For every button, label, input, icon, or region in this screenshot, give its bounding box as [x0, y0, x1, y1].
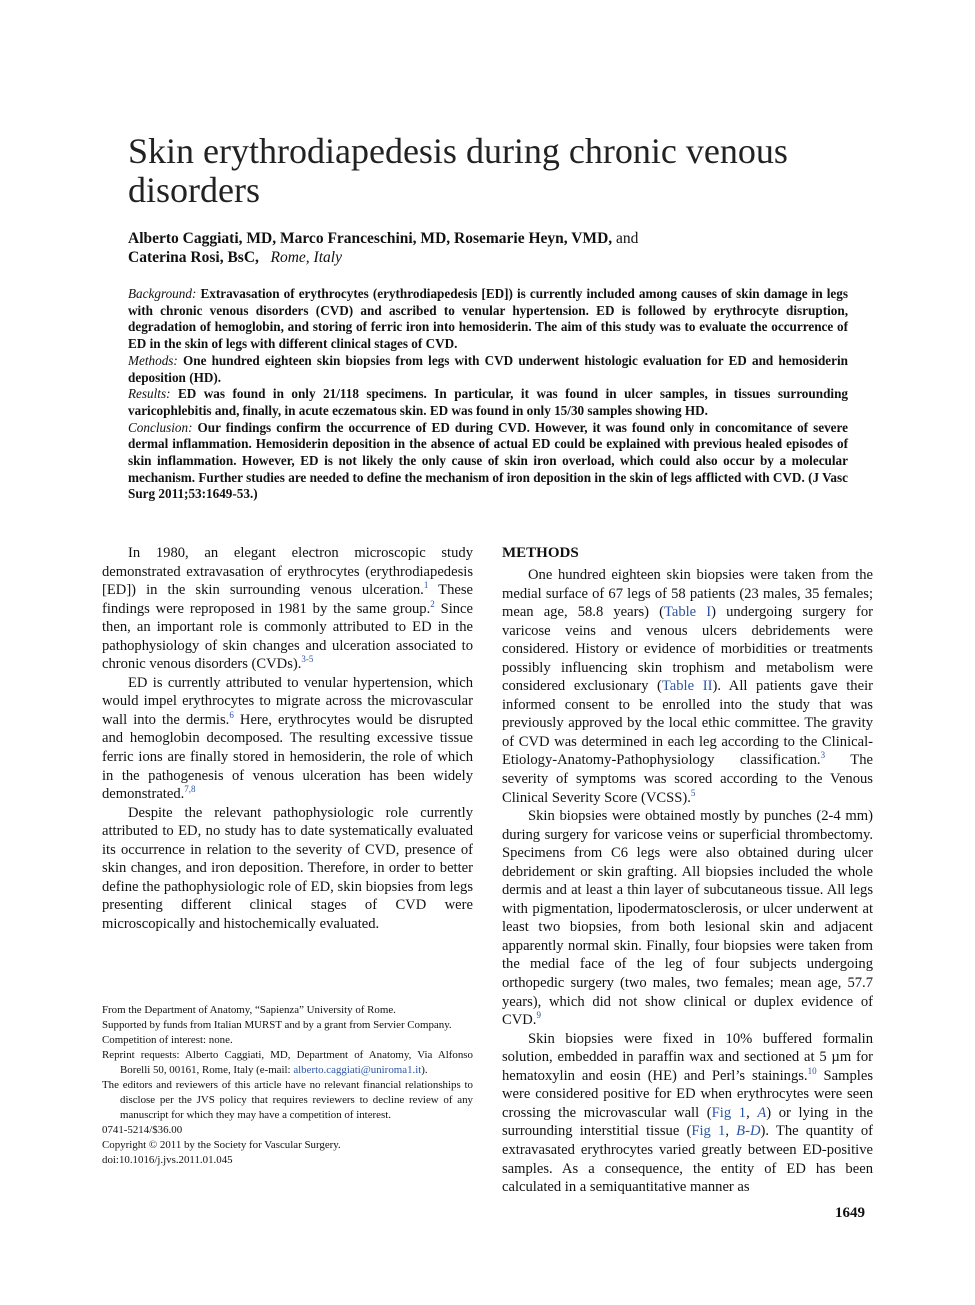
intro-paragraph-2: ED is currently attributed to venular hypertension, which would impel erythrocytes to migrate across the microvascular wall into the dermis.$^6$ Here, erythrocytes would be disrupted and hemoglobin decomposed. The resulting excessive tissue ferric ions are finally stored in hemosiderin, the role of which in the pathogenesis of venous ulceration has been widely demonstrated.$^{7,8}$ [102, 674, 473, 803]
methods-paragraph-3: Skin biopsies were fixed in 10% buffered formalin solution, embedded in paraffin wax and sectioned at 5 µm for hematoxylin and eosin (HE) and Perl’s stainings.$^{10}$ Samples were considered positive for ED when erythrocytes were seen crossing the microvascular wall (Fig 1, A) or lying in the surrounding interstitial tissue (Fig 1, B-D). The quantity of extravasated erythrocytes varied greatly between ED-positive samples. As a consequence, the entity of ED has been calculated in a semiquantitative manner as [502, 1030, 874, 1196]
figure-panel-link[interactable]: A [757, 1104, 767, 1121]
email-link[interactable]: alberto.caggiati@uniroma1.it [293, 1064, 422, 1076]
author-conjunction: and [612, 230, 639, 247]
citation-link[interactable]: 2 [430, 598, 435, 609]
abstract-methods: Methods: One hundred eighteen skin biopsies from legs with CVD underwent histologic evaluation for ED and hemosiderin deposition (HD). [128, 352, 848, 385]
figure-panel-link[interactable]: B-D [736, 1123, 761, 1140]
footnote-copyright: Copyright © 2011 by the Society for Vascular Surgery. [102, 1139, 341, 1151]
citation-link[interactable]: 5 [690, 787, 696, 798]
methods-heading: METHODS [502, 545, 579, 561]
footnote-disclosure: The editors and reviewers of this article have no relevant financial relationships to disclose per the JVS policy that requires reviewers to decline review of any manuscript for which they may have a competition of interest. [102, 1079, 473, 1121]
methods-column [502, 544, 873, 1197]
citation-link[interactable]: 9 [536, 1010, 541, 1021]
table-link[interactable]: Table I [663, 604, 712, 621]
citation-link[interactable]: 3 [820, 750, 826, 761]
author-block [128, 229, 828, 267]
table-link[interactable]: Table II [661, 678, 713, 695]
author-names: Alberto Caggiati, MD, Marco Franceschini, MD, Rosemarie Heyn, VMD, [128, 230, 613, 247]
footnote-doi: doi:10.1016/j.jvs.2011.01.045 [102, 1154, 233, 1166]
citation-link[interactable]: 7,8 [184, 784, 196, 795]
author-location: Rome, Italy [270, 249, 342, 266]
abstract [128, 286, 848, 503]
methods-paragraph-2: Skin biopsies were obtained mostly by punches (2-4 mm) during surgery for varicose veins or superficial thrombectomy. Specimens from C6 legs were also obtained during ulcer debridement or skin grafting. All biopsies included the whole dermis and at least a thin layer of subcutaneous tissue. All legs with pigmentation, lipodermatosclerosis, or ulcer underwent at least two biopsies, from both lesional skin and adjacent apparently normal skin. Finally, four biopsies were taken from the medial face of the leg of four subjects undergoing orthopedic surgery (two males, two females; mean age, 57.7 years), which did not show clinical or duplex evidence of CVD.$^9$ [502, 808, 873, 1029]
intro-paragraph-1: In 1980, an elegant electron microscopic study demonstrated extravasation of erythrocytes (erythrodiapedesis [ED]) in the skin surrounding venous ulceration.$^1$ These findings were reproposed in 1981 by the same group.$^2$ Since then, an important role is commonly attributed to ED in the pathophysiology of skin changes and ulceration associated to chronic venous disorders (CVDs).$^{3-5}$ [102, 545, 473, 673]
citation-link[interactable]: 3-5 [301, 654, 314, 665]
intro-paragraph-3: Despite the relevant pathophysiologic role currently attributed to ED, no study has to date systematically evaluated its occurrence in relation to the severity of CVD, presence of skin changes, and iron deposition. Therefore, in order to better define the pathophysiologic role of ED, skin biopsies from legs presenting different clinical stages of CVD were microscopically and histochemically evaluated. [102, 804, 473, 932]
abstract-conclusion: Conclusion: Our findings confirm the occurrence of ED during CVD. However, it was found only in concomitance of severe dermal inflammation. Hemosiderin deposition in the absence of actual ED could be explained with previous healed episodes of skin inflammation. However, ED is not likely the only cause of skin iron overload, which could also occur by a molecular mechanism. Further studies are needed to define the mechanism of iron deposition in the skin of legs afflicted with CVD. (J Vasc Surg 2011;53:1649-53.) [128, 419, 849, 502]
footnotes [102, 1003, 473, 1168]
footnote-issn: 0741-5214/$36.00 [102, 1124, 183, 1136]
figure-link[interactable]: Fig 1 [711, 1104, 747, 1121]
introduction-column [102, 544, 473, 933]
footnote-competition: Competition of interest: none. [102, 1034, 233, 1046]
abstract-citation: (J Vasc Surg 2011;53:1649-53.) [128, 469, 849, 502]
abstract-results: Results: ED was found in only 21/118 specimens. In particular, it was found in ulcer samples, in tissues surrounding varicophlebitis and, finally, in acute eczematous skin. ED was found in only 15/30 samples showing HD. [128, 386, 848, 418]
footnote-reprint: Reprint requests: Alberto Caggiati, MD, Department of Anatomy, Via Alfonso Borelli 50, 00161, Rome, Italy (e-mail: alberto.caggiati@uniroma1.it). [102, 1049, 473, 1076]
citation-link[interactable]: 10 [807, 1065, 817, 1076]
abstract-background: Background: Extravasation of erythrocytes (erythrodiapedesis [ED]) is currently included among causes of skin damage in legs with chronic venous disorders (CVD) and ascribed to venular hypertension. ED is followed by erythrocyte disruption, degradation of hemoglobin, and storing of ferric iron into hemosiderin. The aim of this study was to evaluate the occurrence of ED in the skin of legs with different clinical stages of CVD. [128, 286, 848, 352]
footnote-affiliation: From the Department of Anatomy, “Sapienza” University of Rome. [102, 1004, 396, 1016]
author-names-line2: Caterina Rosi, BsC, [128, 249, 259, 266]
page-number: 1649 [835, 1205, 865, 1221]
figure-link[interactable]: Fig 1 [691, 1123, 726, 1140]
citation-link[interactable]: 6 [229, 709, 234, 720]
methods-paragraph-1: One hundred eighteen skin biopsies were taken from the medial surface of 67 legs of 58 patients (23 males, 35 females; mean age, 58.8 years) (Table I) undergoing surgery for varicose veins and venous ulcers debridements were considered. History or evidence of morbidities or treatments possibly influencing skin trophism and metabolism were considered exclusionary (Table II). All patients gave their informed consent to be enrolled into the study that was previously approved by the local ethic committee. The gravity of CVD was determined in each leg according to the Clinical-Etiology-Anatomy-Pathophysiology classification.$^3$ The severity of symptoms was scored according to the Venous Clinical Severity Score (VCSS).$^5$ [502, 567, 874, 806]
citation-link[interactable]: 1 [423, 580, 429, 591]
article-title: Skin erythrodiapedesis during chronic venous disorders [128, 131, 788, 210]
footnote-support: Supported by funds from Italian MURST and by a grant from Servier Company. [102, 1019, 452, 1031]
